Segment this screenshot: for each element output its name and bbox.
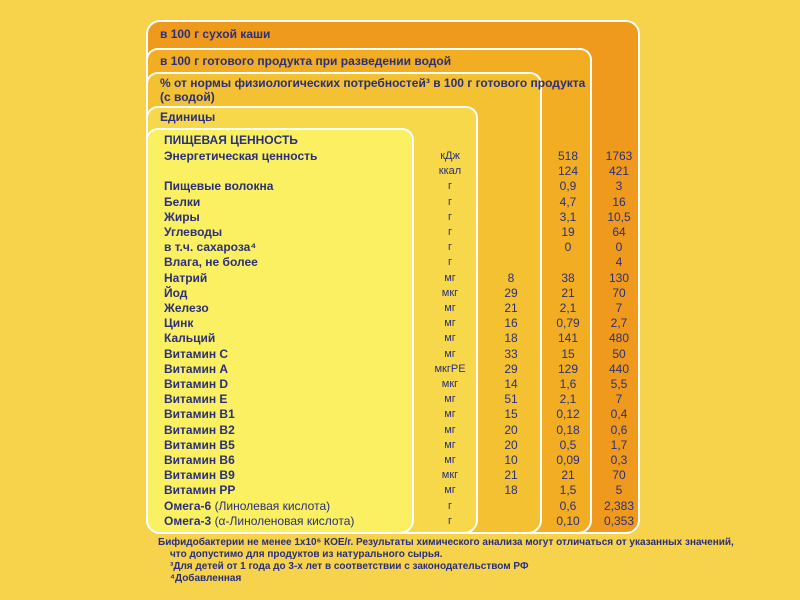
row-per-100g-dry: 0,3 <box>610 453 628 467</box>
table-row <box>0 301 800 315</box>
table-row <box>0 316 800 330</box>
row-per-100g-dry: 1763 <box>605 149 633 163</box>
row-name <box>164 255 258 269</box>
row-per-100g-dry: 70 <box>612 285 626 300</box>
row-name <box>164 316 193 330</box>
row-name-text: Витамин C <box>164 346 229 361</box>
row-name <box>164 225 222 239</box>
table-row <box>0 195 800 209</box>
row-per-100g-dry: 3 <box>615 179 623 194</box>
table-row <box>0 164 800 178</box>
row-per-100g-dry: 0,6 <box>610 422 628 437</box>
header-norm-line2: (с водой) <box>160 90 215 104</box>
row-name <box>164 483 235 497</box>
row-per-100g-dry: 64 <box>612 225 626 239</box>
row-per-100g-prepared: 19 <box>561 225 575 239</box>
row-unit: г <box>447 195 452 208</box>
row-unit: мкгРЕ <box>434 362 466 375</box>
row-name-text: Цинк <box>164 316 194 331</box>
row-per-100g-dry: 5,5 <box>610 377 628 391</box>
row-name-text: Углеводы <box>164 225 223 239</box>
row-per-100g-prepared: 0,5 <box>559 437 577 452</box>
row-percent-norm: 16 <box>504 316 518 331</box>
table-row <box>0 179 800 193</box>
row-name-text: Витамин B2 <box>164 422 235 437</box>
table-row <box>0 362 800 376</box>
row-per-100g-prepared: 4,7 <box>559 194 577 209</box>
row-name-text: Йод <box>164 285 188 300</box>
row-percent-norm: 18 <box>504 483 518 498</box>
row-per-100g-prepared: 3,1 <box>559 209 577 224</box>
row-name-text: Витамин B5 <box>164 437 235 452</box>
row-percent-norm: 51 <box>504 392 518 407</box>
table-row <box>0 210 800 224</box>
row-per-100g-dry: 7 <box>615 301 623 315</box>
row-name-text: в т.ч. сахароза⁴ <box>164 240 257 255</box>
row-per-100g-prepared: 2,1 <box>559 392 577 407</box>
row-per-100g-dry: 2,7 <box>610 316 628 331</box>
row-unit: г <box>447 256 452 269</box>
row-name <box>164 301 209 315</box>
row-unit: кДж <box>440 150 460 162</box>
row-per-100g-dry: 480 <box>608 331 630 346</box>
table-row <box>0 514 800 528</box>
row-unit: г <box>447 241 452 254</box>
row-unit: мкг <box>441 378 459 390</box>
row-percent-norm: 10 <box>504 453 518 467</box>
row-per-100g-dry: 70 <box>612 468 626 483</box>
table-row <box>0 483 800 497</box>
row-name <box>164 240 256 254</box>
row-unit: мг <box>444 271 456 284</box>
row-per-100g-dry: 0,353 <box>603 513 635 528</box>
row-percent-norm: 21 <box>504 468 518 483</box>
row-unit: мг <box>444 408 456 421</box>
row-name-text: Белки <box>164 194 201 209</box>
row-per-100g-dry: 50 <box>612 346 626 361</box>
table-row <box>0 438 800 452</box>
row-per-100g-prepared: 21 <box>561 285 575 300</box>
table-row <box>0 240 800 254</box>
row-per-100g-prepared: 0,09 <box>556 453 580 467</box>
row-per-100g-prepared: 124 <box>557 164 579 179</box>
table-row <box>0 149 800 163</box>
row-name-text: Витамин E <box>164 392 228 407</box>
row-percent-norm: 15 <box>504 407 518 422</box>
row-name-text: Витамин B6 <box>164 453 235 467</box>
row-name-text: Витамин B9 <box>164 468 235 483</box>
row-per-100g-prepared: 15 <box>561 346 575 361</box>
row-name-text: Влага, не более <box>164 255 258 270</box>
row-name <box>164 286 187 300</box>
row-unit: мг <box>444 484 456 497</box>
footnote-line1: Бифидобактерии не менее 1x10⁶ КОЕ/г. Результаты химического анализа могут отличаться от указанных значений, <box>158 537 734 548</box>
row-name-text: Пищевые волокна <box>164 179 274 194</box>
table-row <box>0 392 800 406</box>
row-name <box>164 407 235 421</box>
table-row <box>0 468 800 482</box>
row-per-100g-prepared: 21 <box>561 468 575 483</box>
row-name <box>164 331 215 345</box>
row-name <box>164 149 317 163</box>
row-name <box>164 362 228 376</box>
row-per-100g-prepared: 0 <box>564 240 572 255</box>
table-row <box>0 423 800 437</box>
row-name <box>164 392 227 406</box>
row-per-100g-prepared: 141 <box>557 331 579 346</box>
footnote-added: ⁴Добавленная <box>170 573 242 584</box>
row-name-text: Энергетическая ценность <box>164 149 318 163</box>
row-name-text: Жиры <box>164 209 200 224</box>
row-unit: мг <box>444 423 456 436</box>
row-per-100g-prepared: 0,18 <box>556 422 580 437</box>
row-unit: г <box>447 180 452 193</box>
row-percent-norm: 21 <box>504 301 518 315</box>
row-per-100g-prepared: 1,6 <box>559 377 577 391</box>
row-per-100g-dry: 1,7 <box>610 437 628 452</box>
row-per-100g-dry: 2,383 <box>603 498 635 513</box>
row-unit: мг <box>444 317 456 330</box>
row-percent-norm: 29 <box>504 285 518 300</box>
row-name-text: Витамин D <box>164 377 229 391</box>
row-name <box>164 423 235 437</box>
row-per-100g-dry: 0 <box>615 240 623 255</box>
row-unit: г <box>447 210 452 223</box>
row-per-100g-dry: 4 <box>615 255 623 270</box>
row-name-note: (α-Линоленовая кислота) <box>214 513 355 528</box>
row-per-100g-prepared: 0,10 <box>556 513 580 528</box>
row-name <box>164 271 207 285</box>
row-percent-norm: 20 <box>504 437 518 452</box>
footnote-age: ³Для детей от 1 года до 3-х лет в соответствии с законодательством РФ <box>170 561 529 572</box>
row-unit: мг <box>444 454 456 466</box>
row-percent-norm: 18 <box>504 331 518 346</box>
section-title: ПИЩЕВАЯ ЦЕННОСТЬ <box>164 133 298 147</box>
table-row <box>0 453 800 467</box>
row-unit: мг <box>444 393 456 406</box>
row-name <box>164 179 273 193</box>
row-per-100g-prepared: 0,79 <box>556 316 580 331</box>
row-name <box>164 514 354 528</box>
row-percent-norm: 29 <box>504 361 518 376</box>
row-name-note: (Линолевая кислота) <box>214 498 331 513</box>
row-per-100g-prepared: 0,6 <box>559 498 577 513</box>
row-name <box>164 453 235 467</box>
row-name <box>164 210 200 224</box>
row-unit: ккал <box>438 165 462 178</box>
row-per-100g-dry: 440 <box>608 361 630 376</box>
row-per-100g-dry: 130 <box>608 270 630 285</box>
table-row <box>0 225 800 239</box>
row-per-100g-dry: 5 <box>615 483 623 498</box>
row-unit: г <box>447 226 452 238</box>
row-per-100g-dry: 16 <box>612 194 626 209</box>
row-name <box>164 195 200 209</box>
row-name-text: Кальций <box>164 331 216 346</box>
table-row <box>0 377 800 391</box>
row-name <box>164 438 235 452</box>
table-row <box>0 331 800 345</box>
table-row <box>0 347 800 361</box>
row-percent-norm: 8 <box>507 270 515 285</box>
row-name-text: Железо <box>164 301 209 315</box>
row-name-text: Омега-3 <box>164 513 215 528</box>
row-per-100g-prepared: 0,9 <box>559 179 577 194</box>
row-unit: мкг <box>441 286 459 299</box>
row-name <box>164 468 235 482</box>
row-per-100g-prepared: 518 <box>557 149 579 163</box>
row-name-text: Витамин B1 <box>164 407 235 422</box>
row-unit: г <box>447 514 452 527</box>
table-row <box>0 286 800 300</box>
row-per-100g-prepared: 2,1 <box>559 301 577 315</box>
footnotes <box>158 537 734 585</box>
row-percent-norm: 33 <box>504 346 518 361</box>
row-per-100g-dry: 7 <box>615 392 623 407</box>
row-name-text: Натрий <box>164 270 208 285</box>
table-row <box>0 271 800 285</box>
table-row <box>0 255 800 269</box>
row-name <box>164 347 228 361</box>
row-name <box>164 499 330 513</box>
row-per-100g-prepared: 129 <box>557 361 579 376</box>
row-name-text: Омега-6 <box>164 498 215 513</box>
row-per-100g-dry: 421 <box>608 164 630 179</box>
row-per-100g-dry: 10,5 <box>607 209 631 224</box>
row-unit: мкг <box>441 469 459 482</box>
table-row <box>0 407 800 421</box>
header-units: Единицы <box>160 110 216 124</box>
row-name <box>164 377 228 391</box>
row-unit: мг <box>444 347 456 360</box>
header-norm <box>160 76 585 104</box>
row-unit: мг <box>444 332 456 345</box>
row-per-100g-prepared: 0,12 <box>556 407 580 422</box>
row-unit: г <box>447 499 452 512</box>
footnote-line1b: что допустимо для продуктов из натурального сырья. <box>170 549 443 560</box>
row-per-100g-dry: 0,4 <box>610 407 628 422</box>
row-name-text: Витамин A <box>164 361 229 376</box>
row-name-text: Витамин PP <box>164 483 236 498</box>
row-unit: мг <box>444 302 456 314</box>
row-percent-norm: 14 <box>504 377 518 391</box>
row-percent-norm: 20 <box>504 422 518 437</box>
row-per-100g-prepared: 1,5 <box>559 483 577 498</box>
header-prepared: в 100 г готового продукта при разведении водой <box>160 54 452 68</box>
table-row <box>0 499 800 513</box>
row-per-100g-prepared: 38 <box>561 270 575 285</box>
row-unit: мг <box>444 438 456 451</box>
header-norm-line1: % от нормы физиологических потребностей³ в 100 г готового продукта <box>160 76 586 90</box>
header-dry: в 100 г сухой каши <box>160 27 271 41</box>
